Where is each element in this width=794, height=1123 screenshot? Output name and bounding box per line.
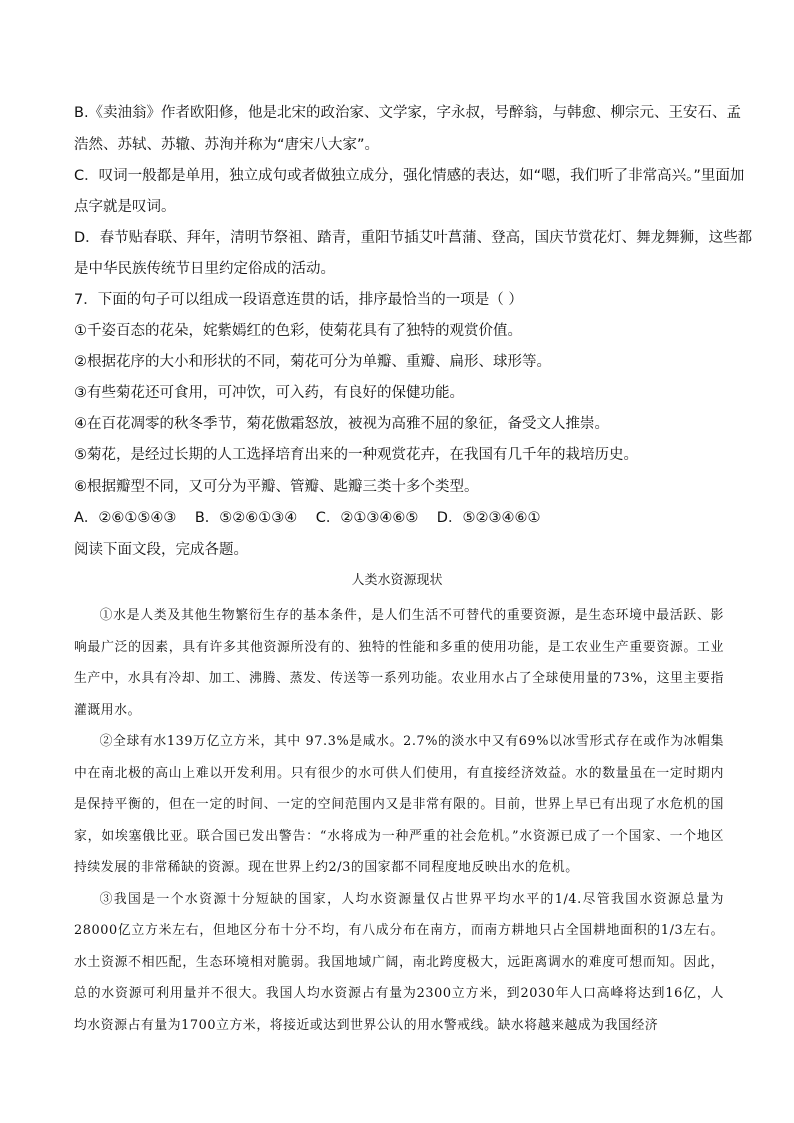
sentence-2: ②根据花序的大小和形状的不同，菊花可分为单瓣、重瓣、扁形、球形等。	[74, 354, 551, 370]
option-d-line-2: 是中华民族传统节日里约定俗成的活动。	[74, 261, 335, 277]
answer-choices: A．②⑥①⑤④③ B．⑤②⑥①③④ C．②①③④⑥⑤ D．⑤②③④⑥①	[74, 510, 541, 526]
sentence-3: ③有些菊花还可食用，可冲饮，可入药，有良好的保健功能。	[74, 385, 464, 401]
paragraph-1: ①水是人类及其他生物繁衍生存的基本条件，是人们生活不可替代的重要资源，是生态环境中最活跃、影响最广泛的因素，具有许多其他资源所没有的、独特的性能和多重的使用功能，是工农业生产重要资源。工业生产中，水具有冷却、加工、沸腾、蒸发、传送等一系列功能。农业用水占了全球使用量的73%，这里主要指灌溉用水。	[74, 608, 724, 718]
option-c-line-2: 点字就是叹词。	[74, 199, 176, 215]
paragraph-2: ②全球有水139万亿立方米，其中 97.3%是咸水。2.7%的淡水中又有69%以冰雪形式存在或作为冰帽集中在南北极的高山上难以开发利用。只有很少的水可供人们使用，有直接经济效益。水的数量虽在一定时期内是保持平衡的，但在一定的时间、一定的空间范围内又是非常有限的。目前，世界上早已有出现了水危机的国家，如埃塞俄比亚。联合国已发出警告：“水将成为一种严重的社会危机。”水资源已成了一个国家、一个地区持续发展的非常稀缺的资源。现在世界上约2/3的国家都不同程度地反映出水的危机。	[74, 734, 724, 875]
option-c-line-1: C．叹词一般都是单用，独立成句或者做独立成分，强化情感的表达，如“嗯，我们听了非常高兴。”里面加	[74, 168, 745, 184]
article-body	[74, 600, 724, 1041]
option-d-line-1: D．春节贴春联、拜年，清明节祭祖、踏青，重阳节插艾叶菖蒲、登高，国庆节赏花灯、舞龙舞狮，这些都	[74, 230, 753, 246]
sentence-4: ④在百花凋零的秋冬季节，菊花傲霜怒放，被视为高雅不屈的象征，备受文人推崇。	[74, 416, 609, 432]
option-b-line-1: B.《卖油翁》作者欧阳修，他是北宋的政治家、文学家，字永叔，号醉翁，与韩愈、柳宗元、王安石、孟	[74, 105, 742, 121]
sentence-5: ⑤菊花，是经过长期的人工选择培育出来的一种观赏花卉，在我国有几千年的栽培历史。	[74, 447, 638, 463]
question-7-stem: 7．下面的句子可以组成一段语意连贯的话，排序最恰当的一项是（ ）	[74, 292, 523, 308]
paragraph-3: ③我国是一个水资源十分短缺的国家，人均水资源量仅占世界平均水平的1/4.尽管我国水资源总量为28000亿立方米左右，但地区分布十分不均，有八成分布在南方，而南方耕地只占全国耕地面积的1/3左右。水土资源不相匹配，生态环境相对脆弱。我国地域广阔，南北跨度极大，远距离调水的难度可想而知。因此，总的水资源可利用量并不很大。我国人均水资源占有量为2300立方米，到2030年人口高峰将达到16亿，人均水资源占有量为1700立方米，将接近或达到世界公认的用水警戒线。缺水将越来越成为我国经济	[74, 891, 724, 1033]
article-title: 人类水资源现状	[351, 573, 443, 588]
sentence-1: ①千姿百态的花朵，姹紫嫣红的色彩，使菊花具有了独特的观赏价值。	[74, 323, 522, 339]
reading-instruction: 阅读下面文段，完成各题。	[74, 542, 248, 558]
option-b-line-2: 浩然、苏轼、苏辙、苏洵并称为“唐宋八大家”。	[74, 137, 380, 153]
sentence-6: ⑥根据瓣型不同，又可分为平瓣、管瓣、匙瓣三类十多个类型。	[74, 479, 479, 495]
